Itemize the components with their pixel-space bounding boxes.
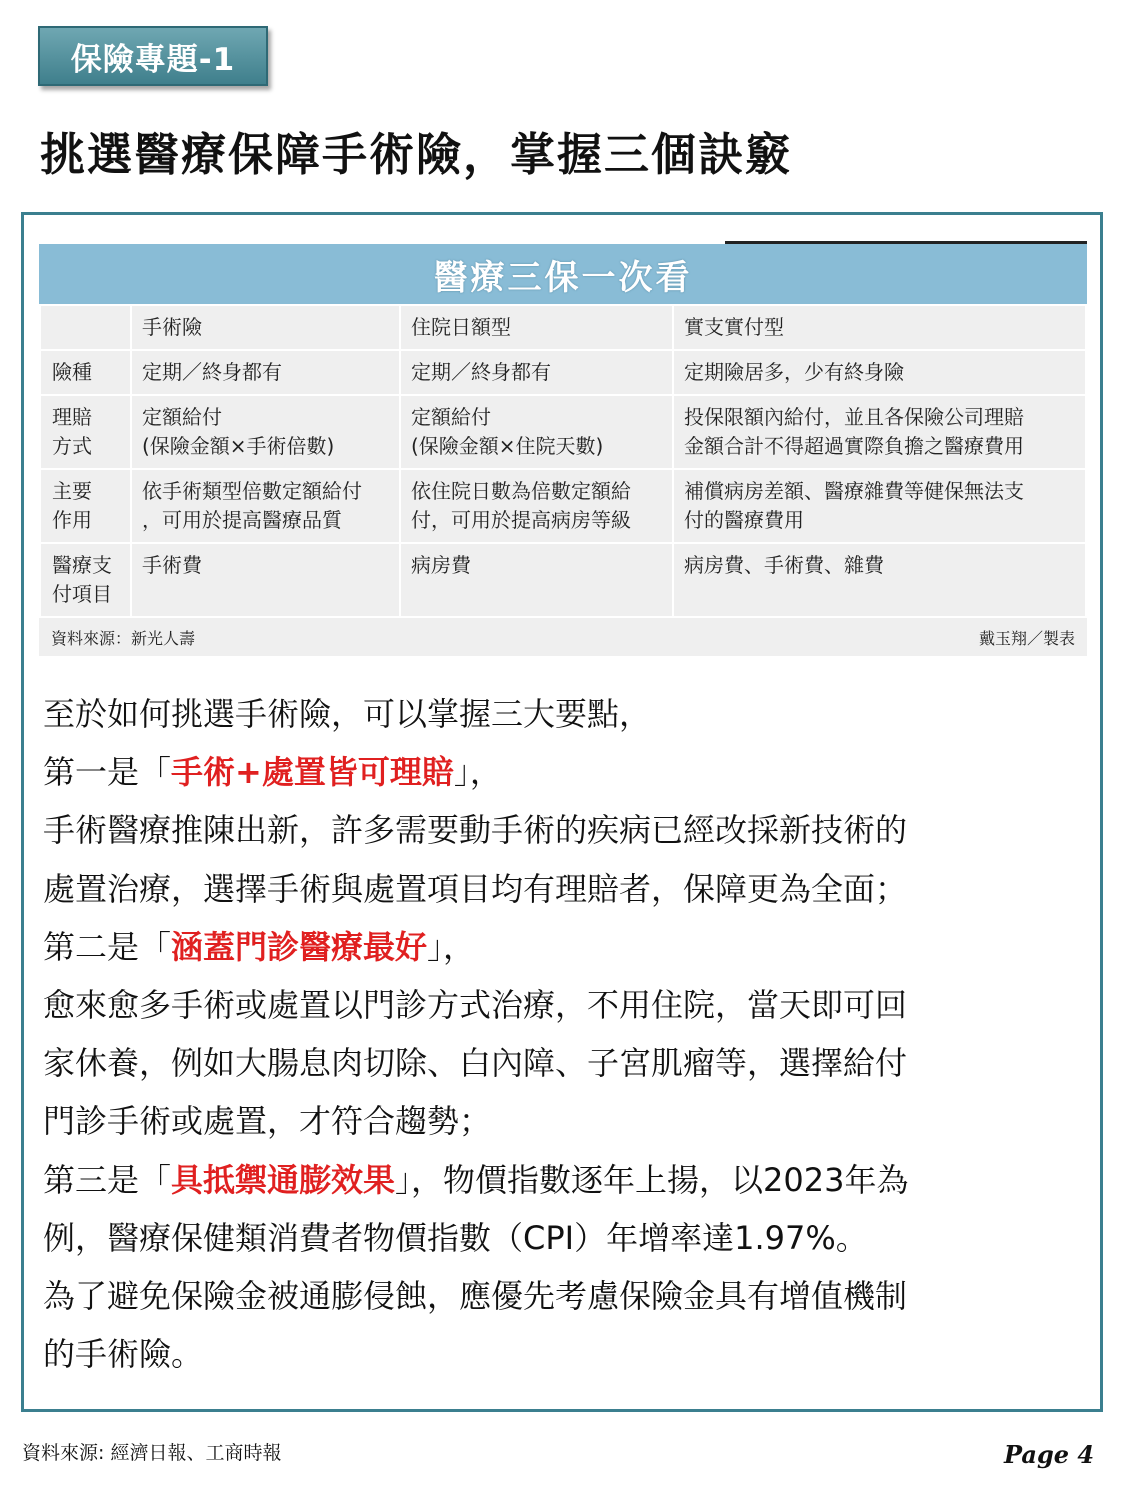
table-cell: 定額給付 (保險金額×住院天數) (400, 395, 673, 469)
table-title: 醫療三保一次看 (39, 244, 1087, 304)
body-line: 家休養，例如大腸息肉切除、白內障、子宮肌瘤等，選擇給付 (43, 1044, 908, 1083)
section-tag: 保險專題-1 (38, 26, 268, 86)
footer-source: 資料來源: 經濟日報、工商時報 (22, 1442, 282, 1464)
body-line: 的手術險。 (43, 1335, 204, 1374)
header-cell: 住院日額型 (400, 305, 673, 350)
table-cell: 病房費、手術費、雜費 (673, 543, 1086, 617)
table-cell: 定期險居多，少有終身險 (673, 350, 1086, 395)
point-heading: 第三是「具抵禦通膨效果」，物價指數逐年上揚，以2023年為 (43, 1160, 909, 1199)
body-line: 例，醫療保健類消費者物價指數（CPI）年增率達1.97%。 (43, 1218, 868, 1257)
body-line: 為了避免保險金被通膨侵蝕，應優先考慮保險金具有增值機制 (43, 1277, 908, 1316)
header-cell: 實支實付型 (673, 305, 1086, 350)
body-line: 處置治療，選擇手術與處置項目均有理賠者，保障更為全面； (43, 869, 908, 908)
article-body (43, 685, 1083, 1383)
table-row (40, 395, 1086, 469)
table-cell: 定額給付 (保險金額×手術倍數) (131, 395, 400, 469)
point-highlight: 手術+處置皆可理賠 (171, 753, 454, 792)
body-line: 門診手術或處置，才符合趨勢； (43, 1102, 492, 1141)
table-source-row (39, 618, 1087, 656)
table-cell: 補償病房差額、醫療雜費等健保無法支 付的醫療費用 (673, 469, 1086, 543)
row-label: 主要 作用 (40, 469, 131, 543)
table-source: 資料來源：新光人壽 (51, 628, 196, 648)
point-highlight: 具抵禦通膨效果 (171, 1160, 396, 1199)
table-cell: 定期／終身都有 (131, 350, 400, 395)
body-line: 至於如何挑選手術險，可以掌握三大要點， (43, 695, 652, 733)
page-number: Page 4 (1004, 1440, 1095, 1469)
table-row (40, 543, 1086, 617)
table-author: 戴玉翔／製表 (978, 628, 1075, 648)
row-label: 理賠 方式 (40, 395, 131, 469)
point-heading: 第一是「手術+處置皆可理賠」， (43, 753, 502, 792)
table-cell: 定期／終身都有 (400, 350, 673, 395)
table-cell: 病房費 (400, 543, 673, 617)
comparison-table (39, 304, 1087, 618)
page-title: 挑選醫療保障手術險，掌握三個訣竅 (40, 128, 793, 181)
header-cell (40, 305, 131, 350)
body-line: 愈來愈多手術或處置以門診方式治療，不用住院，當天即可回 (43, 986, 908, 1025)
header-cell: 手術險 (131, 305, 400, 350)
row-label: 險種 (40, 350, 131, 395)
body-line: 手術醫療推陳出新，許多需要動手術的疾病已經改採新技術的 (43, 811, 908, 850)
table-cell: 投保限額內給付，並且各保險公司理賠 金額合計不得超過實際負擔之醫療費用 (673, 395, 1086, 469)
comparison-table-figure (39, 241, 1087, 656)
point-heading: 第二是「涵蓋門診醫療最好」， (43, 927, 476, 966)
table-row (40, 469, 1086, 543)
table-cell: 手術費 (131, 543, 400, 617)
point-highlight: 涵蓋門診醫療最好 (171, 927, 428, 966)
content-panel (21, 212, 1103, 1412)
table-header-row (40, 305, 1086, 350)
table-cell: 依手術類型倍數定額給付 ，可用於提高醫療品質 (131, 469, 400, 543)
table-top-rule (725, 241, 1087, 244)
table-cell: 依住院日數為倍數定額給 付，可用於提高病房等級 (400, 469, 673, 543)
row-label: 醫療支 付項目 (40, 543, 131, 617)
table-row (40, 350, 1086, 395)
